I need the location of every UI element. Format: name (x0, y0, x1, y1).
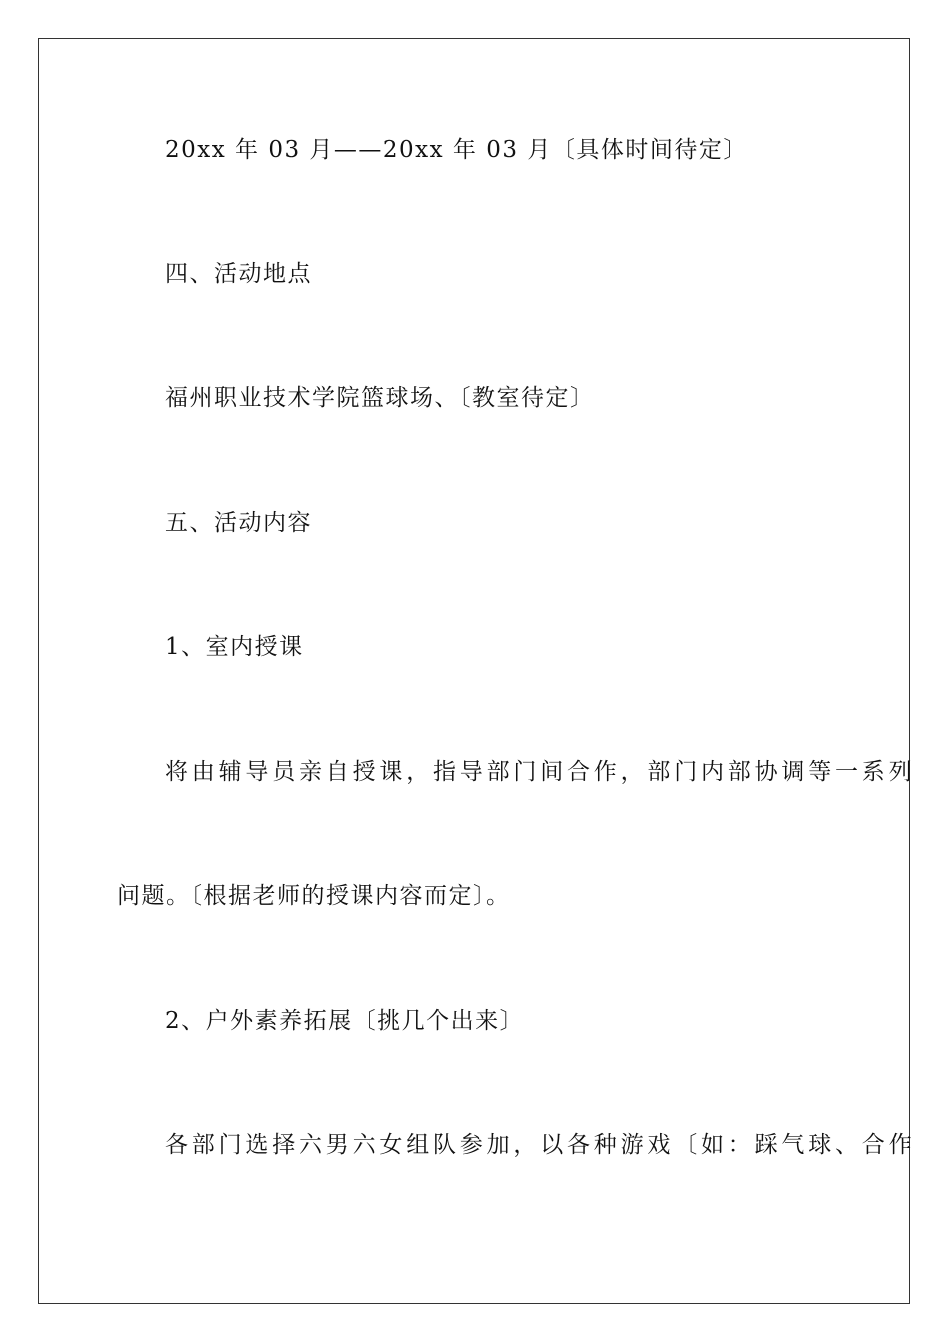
section-heading-content: 五、活动内容 (165, 510, 312, 536)
subheading-indoor-lecture: 1、室内授课 (165, 634, 304, 660)
activity-time-text: 20xx 年 03 月——20xx 年 03 月〔具体时间待定〕 (165, 137, 748, 163)
paragraph-line: 将由辅导员亲自授课，指导部门间合作，部门内部协调等一系列 (165, 759, 916, 785)
page-border (38, 38, 910, 1304)
subheading-outdoor-activity: 2、户外素养拓展〔挑几个出来〕 (165, 1008, 525, 1034)
paragraph-line: 问题。〔根据老师的授课内容而定〕。 (117, 883, 511, 909)
paragraph-line: 各部门选择六男六女组队参加，以各种游戏〔如：踩气球、合作 (165, 1132, 916, 1158)
activity-location-text: 福州职业技术学院篮球场、〔教室待定〕 (165, 385, 595, 411)
section-heading-location: 四、活动地点 (165, 261, 312, 287)
